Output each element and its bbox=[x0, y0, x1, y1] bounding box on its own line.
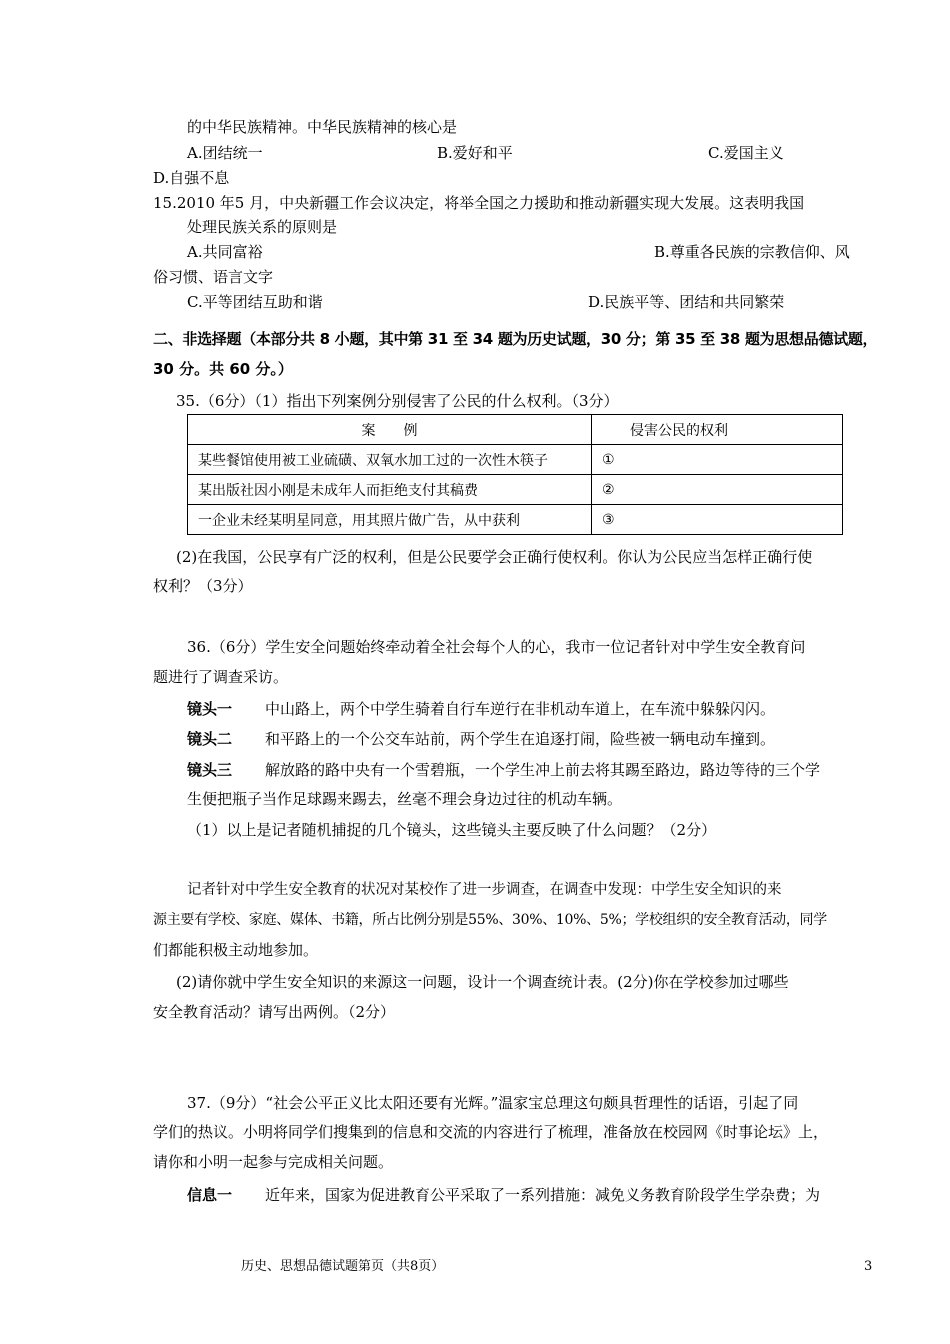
q36-question1: （1）以上是记者随机捕捉的几个镜头，这些镜头主要反映了什么问题？（2分） bbox=[187, 821, 717, 839]
table-cell-case: 一企业未经某明星同意，用其照片做广告，从中获利 bbox=[188, 505, 592, 535]
section2-heading-line1: 二、非选择题（本部分共 8 小题，其中第 31 至 34 题为历史试题，30 分；第 35 至 38 题为思想品德试题， bbox=[153, 330, 878, 348]
q15-option-b: B.尊重各民族的宗教信仰、风 bbox=[654, 243, 850, 261]
q36-question2-line2: 安全教育活动？请写出两例。（2分） bbox=[153, 1003, 396, 1021]
q35-part2-line1: (2)在我国，公民享有广泛的权利，但是公民要学会正确行使权利。你认为公民应当怎样正确行使 bbox=[176, 548, 813, 566]
footer-title: 历史、思想品德试题第页（共8页） bbox=[241, 1259, 445, 1274]
q37-stem-line1: 37.（9分）“社会公平正义比太阳还要有光辉。”温家宝总理这句颇具哲理性的话语，引起了同 bbox=[187, 1094, 799, 1112]
q37-stem-line3: 请你和小明一起参与完成相关问题。 bbox=[153, 1153, 394, 1171]
section2-heading-line2: 30 分。共 60 分。） bbox=[153, 360, 293, 378]
info1-text: 近年来，国家为促进教育公平采取了一系列措施：减免义务教育阶段学生学杂费；为 bbox=[265, 1186, 821, 1204]
q14-option-b: B.爱好和平 bbox=[437, 144, 513, 162]
q35-case-table bbox=[187, 414, 843, 535]
shot3-text: 解放路的路中央有一个雪碧瓶，一个学生冲上前去将其踢至路边，路边等待的三个学 bbox=[265, 761, 821, 779]
shot3-label: 镜头三 bbox=[187, 761, 233, 779]
q36-stem-line2: 题进行了调查采访。 bbox=[153, 668, 289, 686]
q36-question2-line1: (2)请你就中学生安全知识的来源这一问题，设计一个调查统计表。(2分)你在学校参加过哪些 bbox=[176, 973, 789, 991]
q36-stem-line1: 36.（6分）学生安全问题始终牵动着全社会每个人的心，我市一位记者针对中学生安全教育问 bbox=[187, 638, 806, 656]
page-number: 3 bbox=[864, 1259, 873, 1274]
q36-survey-para-line2: 源主要有学校、家庭、媒体、书籍，所占比例分别是55%、30%、10%、5%；学校组织的安全教育活动，同学 bbox=[153, 912, 827, 928]
table-header-row bbox=[188, 415, 843, 445]
table-cell-answer-slot: ③ bbox=[592, 505, 843, 535]
table-row bbox=[188, 475, 843, 505]
q37-stem-line2: 学们的热议。小明将同学们搜集到的信息和交流的内容进行了梳理，准备放在校园网《时事论坛》上， bbox=[153, 1123, 829, 1141]
shot2-label: 镜头二 bbox=[187, 730, 233, 748]
shot1-label: 镜头一 bbox=[187, 700, 233, 718]
q15-option-b-cont: 俗习惯、语言文字 bbox=[153, 268, 274, 286]
table-cell-case: 某出版社因小刚是未成年人而拒绝支付其稿费 bbox=[188, 475, 592, 505]
table-header-rights: 侵害公民的权利 bbox=[592, 415, 843, 445]
table-cell-answer-slot: ② bbox=[592, 475, 843, 505]
table-cell-answer-slot: ① bbox=[592, 445, 843, 475]
table-row bbox=[188, 445, 843, 475]
q14-option-a: A.团结统一 bbox=[187, 144, 263, 162]
table-row bbox=[188, 505, 843, 535]
table-header-case: 案 例 bbox=[188, 415, 592, 445]
q14-option-c: C.爱国主义 bbox=[708, 144, 784, 162]
q36-survey-para-line3: 们都能积极主动地参加。 bbox=[153, 941, 319, 959]
q36-shot1 bbox=[187, 699, 775, 719]
shot1-text: 中山路上，两个中学生骑着自行车逆行在非机动车道上，在车流中躲躲闪闪。 bbox=[265, 700, 776, 718]
q35-intro: 35.（6分）（1）指出下列案例分别侵害了公民的什么权利。（3分） bbox=[176, 392, 619, 410]
q36-shot3 bbox=[187, 760, 820, 780]
q15-stem-line1: 15.2010 年5 月，中央新疆工作会议决定，将举全国之力援助和推动新疆实现大发展。这表明我国 bbox=[153, 194, 805, 212]
table-cell-case: 某些餐馆使用被工业硫磺、双氧水加工过的一次性木筷子 bbox=[188, 445, 592, 475]
q15-option-c: C.平等团结互助和谐 bbox=[187, 293, 323, 311]
q35-part2-line2: 权利？（3分） bbox=[153, 577, 253, 595]
q14-option-d: D.自强不息 bbox=[153, 169, 230, 187]
q37-info1 bbox=[187, 1185, 820, 1205]
shot2-text: 和平路上的一个公交车站前，两个学生在追逐打闹，险些被一辆电动车撞到。 bbox=[265, 730, 776, 748]
q36-survey-para-line1: 记者针对中学生安全教育的状况对某校作了进一步调查，在调查中发现：中学生安全知识的来 bbox=[187, 882, 782, 898]
q14-stem-tail: 的中华民族精神。中华民族精神的核心是 bbox=[187, 118, 458, 136]
info1-label: 信息一 bbox=[187, 1186, 233, 1204]
q15-stem-line2: 处理民族关系的原则是 bbox=[187, 218, 338, 236]
q36-shot2 bbox=[187, 729, 775, 749]
q36-shot3-cont: 生便把瓶子当作足球踢来踢去，丝毫不理会身边过往的机动车辆。 bbox=[187, 790, 623, 808]
q15-option-d: D.民族平等、团结和共同繁荣 bbox=[588, 293, 785, 311]
q15-option-a: A.共同富裕 bbox=[187, 243, 263, 261]
